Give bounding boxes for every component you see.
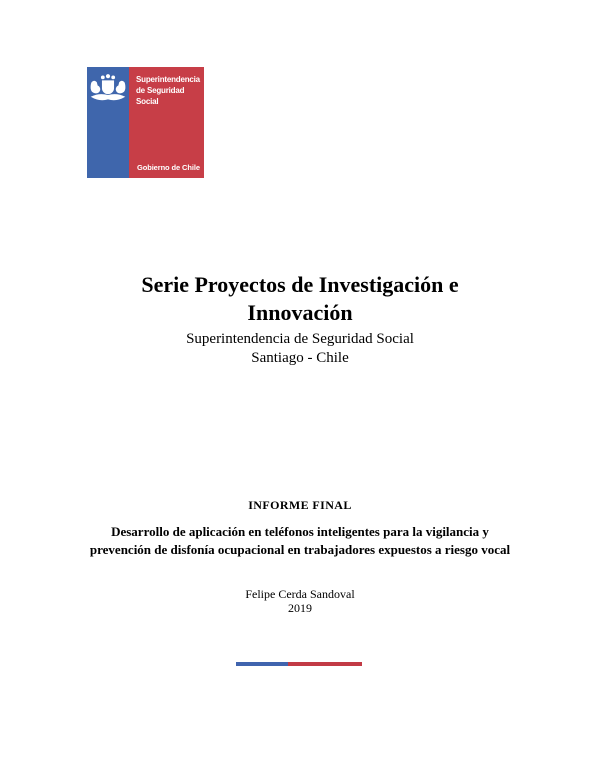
series-title-line: Innovación [247,300,353,325]
project-title [0,523,600,559]
logo-org-line: Superintendencia [136,75,200,84]
location-subtitle: Santiago - Chile [251,350,349,366]
logo-org-line: Social [136,97,159,106]
report-year: 2019 [288,601,312,615]
footer-color-bar [236,662,362,666]
suseso-logo [87,67,204,178]
organization-subtitle: Superintendencia de Seguridad Social [186,331,414,347]
logo-org-line: de Seguridad [136,86,185,95]
logo-org-name [136,74,200,107]
author-name: Felipe Cerda Sandoval [245,587,355,601]
series-title-line: Serie Proyectos de Investigación e [141,272,459,297]
series-title [0,271,600,327]
report-section-label: INFORME FINAL [248,498,352,512]
logo-blue-panel [87,67,129,178]
title-block [0,271,600,368]
footer-bar-blue-segment [236,662,288,666]
chile-coat-of-arms-icon [89,72,127,106]
logo-government-label: Gobierno de Chile [137,163,200,172]
project-title-line: Desarrollo de aplicación en teléfonos inteligentes para la vigilancia y [111,524,489,539]
project-title-line: prevención de disfonía ocupacional en trabajadores expuestos a riesgo vocal [89,542,511,557]
author-block [0,587,600,615]
title-subtitles [0,330,600,368]
logo-red-panel [129,67,204,178]
footer-bar-red-segment [288,662,362,666]
